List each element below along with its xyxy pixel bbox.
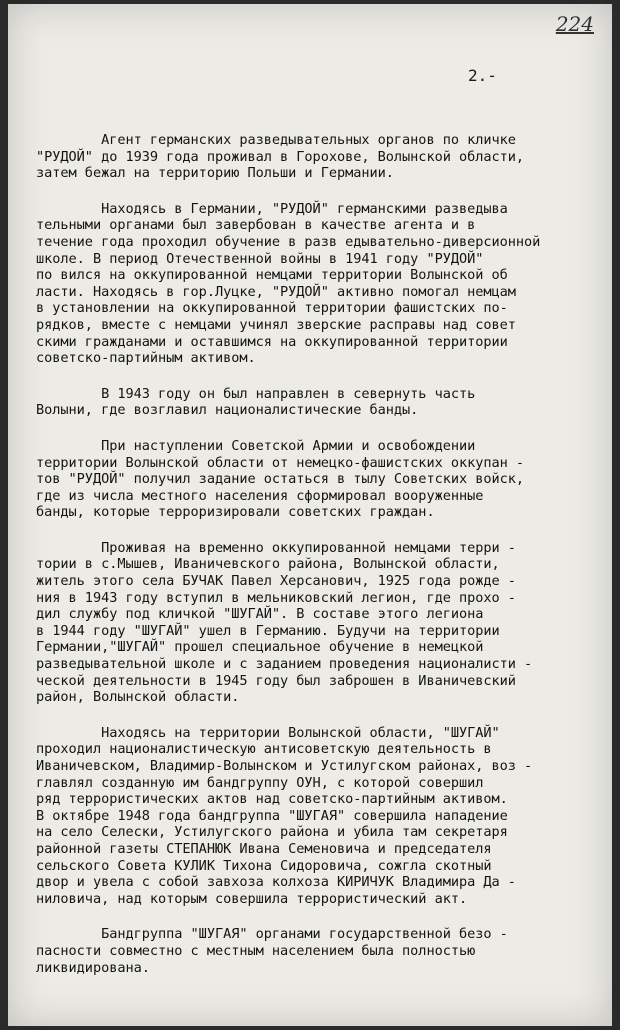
text-line: по вился на оккупированной немцами территории Волынской об bbox=[36, 267, 508, 284]
text-line: В октябре 1948 года бандгруппа "ШУГАЯ" совершила нападение bbox=[36, 807, 508, 824]
paragraph bbox=[36, 926, 606, 976]
paragraph bbox=[36, 386, 606, 419]
text-line: ния в 1943 году вступил в мельниковский легион, где прохо - bbox=[36, 589, 516, 606]
text-line: двор и увела с собой завхоза колхоза КИРИЧУК Владимира Да - bbox=[36, 874, 516, 891]
text-line: школе. В период Отечественной войны в 1941 году "РУДОЙ" bbox=[36, 250, 484, 267]
text-line: ниловича, над которым совершила террористический акт. bbox=[36, 890, 468, 907]
text-line: территории Волынской области от немецко-фашистских оккупан - bbox=[36, 454, 525, 471]
text-line: При наступлении Советской Армии и освобождении bbox=[36, 437, 476, 454]
text-line: на село Селески, Устилугского района и убила там секретаря bbox=[36, 824, 508, 841]
text-line: скими гражданами и оставшимся на оккупированной территории bbox=[36, 333, 508, 350]
text-line: советско-партийным активом. bbox=[36, 350, 256, 367]
text-line: пасности совместно с местным населением была полностью bbox=[36, 942, 476, 959]
text-line: Проживая на временно оккупированной немцами терри - bbox=[36, 539, 516, 556]
text-line: Волыни, где возглавил националистические банды. bbox=[36, 402, 419, 419]
text-line: Находясь на территории Волынской области, "ШУГАЙ" bbox=[36, 724, 500, 741]
paragraph bbox=[36, 725, 606, 908]
text-line: житель этого села БУЧАК Павел Херсанович, 1925 года рожде - bbox=[36, 573, 516, 590]
text-line: затем бежал на территорию Польши и Германии. bbox=[36, 165, 394, 182]
paragraph bbox=[36, 132, 606, 182]
text-line: где из числа местного населения сформировал вооруженные bbox=[36, 487, 484, 504]
text-line: районной газеты СТЕПАНЮК Ивана Семеновича и председателя bbox=[36, 840, 492, 857]
text-line: тов "РУДОЙ" получил задание остаться в тылу Советских войск, bbox=[36, 471, 525, 488]
text-line: Германии,"ШУГАЙ" прошел специальное обучение в немецкой bbox=[36, 639, 484, 656]
paragraph bbox=[36, 540, 606, 706]
text-line: дил службу под кличкой "ШУГАЙ". В составе этого легиона bbox=[36, 606, 484, 623]
document-body bbox=[36, 132, 606, 995]
text-line: "РУДОЙ" до 1939 года проживал в Горохове, Волынской области, bbox=[36, 148, 525, 165]
text-line: разведывательной школе и с заданием проведения националисти - bbox=[36, 656, 533, 673]
paragraph bbox=[36, 438, 606, 521]
text-line: ческой деятельности в 1945 году был заброшен в Иваничевский bbox=[36, 672, 516, 689]
text-line: Находясь в Германии, "РУДОЙ" германскими разведыва bbox=[36, 200, 508, 217]
page-number: 2.- bbox=[468, 66, 497, 85]
text-line: В 1943 году он был направлен в севернуть часть bbox=[36, 385, 476, 402]
text-line: тельными органами был завербован в качестве агента и в bbox=[36, 217, 476, 234]
text-line: банды, которые терроризировали советских граждан. bbox=[36, 504, 435, 521]
text-line: в установлении на оккупированной территории фашистских по- bbox=[36, 300, 508, 317]
text-line: главлял созданную им бандгруппу ОУН, с которой совершил bbox=[36, 774, 484, 791]
text-line: течение года проходил обучение в разв едывательно-диверсионной bbox=[36, 233, 541, 250]
text-line: ликвидирована. bbox=[36, 959, 150, 976]
text-line: рядков, вместе с немцами учинял зверские расправы над совет bbox=[36, 316, 516, 333]
text-line: ласти. Находясь в гор.Луцке, "РУДОЙ" активно помогал немцам bbox=[36, 283, 516, 300]
text-line: тории в с.Мышев, Иваничевского района, Волынской области, bbox=[36, 556, 500, 573]
paragraph bbox=[36, 201, 606, 367]
text-line: Бандгруппа "ШУГАЯ" органами государственной безо - bbox=[36, 926, 508, 943]
document-page bbox=[8, 4, 612, 1026]
archive-page-number: 224 bbox=[555, 12, 594, 36]
text-line: Агент германских разведывательных органов по кличке bbox=[36, 132, 516, 148]
text-line: ряд террористических актов над советско-партийным активом. bbox=[36, 791, 508, 808]
text-line: в 1944 году "ШУГАЙ" ушел в Германию. Будучи на территории bbox=[36, 622, 500, 639]
text-line: сельского Совета КУЛИК Тихона Сидоровича, сожгла скотный bbox=[36, 857, 492, 874]
text-line: проходил националистическую антисоветскую деятельность в bbox=[36, 741, 492, 758]
text-line: Иваничевском, Владимир-Волынском и Устилугском районах, воз - bbox=[36, 758, 533, 774]
text-line: район, Волынской области. bbox=[36, 689, 240, 706]
